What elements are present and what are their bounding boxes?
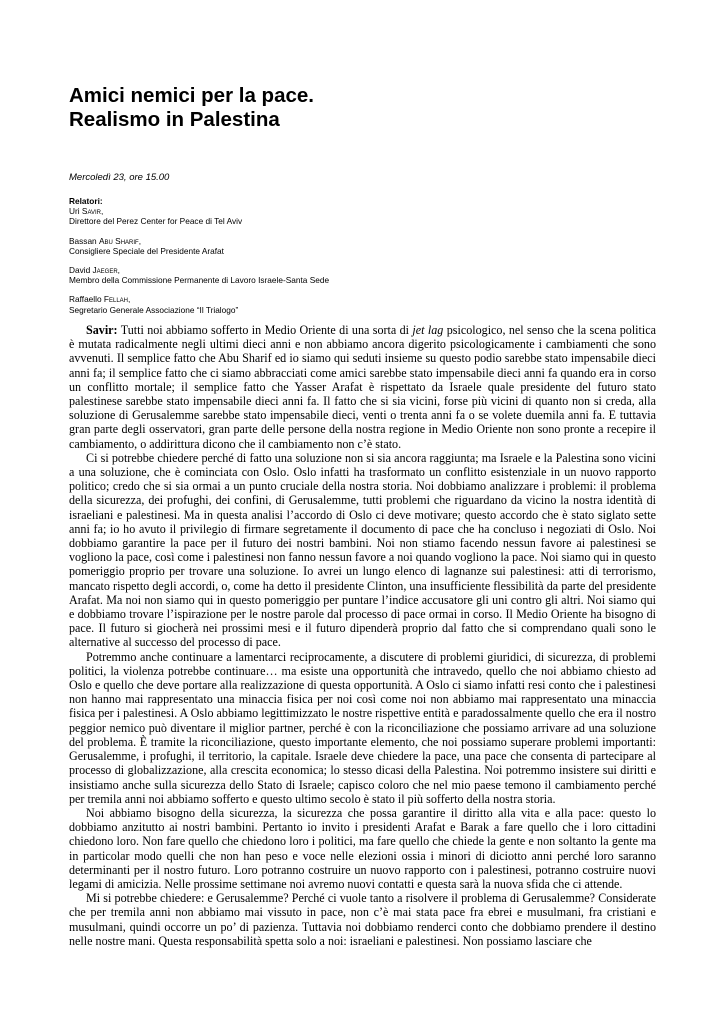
speaker-last-name: Jaeger, — [92, 265, 120, 276]
paragraph: Mi si potrebbe chiedere: e Gerusalemme? Perché ci vuole tanto a risolvere il problema di Gerusalemme? Considerate che per tremila anni non abbiamo mai vissuto in pace, non c’è mai stata pace fra ebrei e musulmani, fra cristiani e musulmani, quindi occorre un po’ di pazienza. Tuttavia noi dobbiamo renderci conto che dobbiamo prendere il destino nelle nostre mani. Questa responsabilità spetta solo a noi: israeliani e palestinesi. Non possiamo lasciare che — [69, 891, 656, 948]
speaker-name — [69, 236, 669, 246]
paragraph-text: Tutti noi abbiamo sofferto in Medio Oriente di una sorta di — [117, 323, 413, 337]
paragraph: Ci si potrebbe chiedere perché di fatto una soluzione non si sia ancora raggiunta; ma Israele e la Palestina sono vicini a una soluzione, che è cominciata con Oslo. Oslo infatti ha trasformato un conflitto esistenziale in un nuovo rapporto politico; credo che si sia ormai a un punto cruciale della nostra storia. Noi dobbiamo analizzare i problemi: il problema della sicurezza, dei profughi, dei confini, di Gerusalemme, tutti problemi che riguardano da vicino la nostra identità di israeliani e palestinesi. Ma in questa analisi l’accordo di Oslo ci deve motivare; questo accordo che è stato siglato sette anni fa; io ho avuto il privilegio di firmare segretamente il documento di pace che ha concluso i negoziati di Oslo. Noi dobbiamo garantire la pace per il futuro dei nostri bambini. Noi non stiamo facendo nessun favore ai palestinesi se vogliono la pace, così come i palestinesi non fanno nessun favore a noi quando vogliono la pace. Noi siamo qui in questo pomeriggio proprio per trovare una soluzione. Io avrei un lungo elenco di lagnanze sui palestinesi: atti di terrorismo, mancato rispetto degli accordi, o, come ha detto il presidente Clinton, una insufficiente flessibilità da parte del presidente Arafat. Ma noi non siamo qui in questo pomeriggio per puntare l’indice accusatore gli uni contro gli altri. Noi siamo qui e dobbiamo trovare l’ispirazione per le nostre parole dal processo di pace ormai in corso. Il Medio Oriente ha bisogno di pace. Il futuro si giocherà nei prossimi mesi e il futuro dipenderà proprio dal fatto che si comprendano quali sono le alternative al successo del processo di pace. — [69, 450, 656, 650]
speaker-role: Consigliere Speciale del Presidente Arafat — [69, 245, 224, 256]
speaker-name — [69, 294, 669, 304]
speaker-role: Membro della Commissione Permanente di Lavoro Israele-Santa Sede — [69, 275, 330, 286]
title-line-1: Amici nemici per la pace. — [69, 84, 314, 107]
speakers-label: Relatori: — [69, 196, 103, 206]
session-time: Mercoledì 23, ore 15.00 — [69, 172, 170, 183]
paragraph — [69, 323, 656, 451]
document-title — [69, 84, 669, 132]
speaker-first-name: Bassan — [69, 235, 97, 246]
speaker-role: Direttore del Perez Center for Peace di Tel Aviv — [69, 216, 243, 227]
speaker-last-name: Fellah, — [103, 294, 131, 305]
speaker-first-name: Uri — [69, 206, 80, 217]
speaker-entry — [69, 206, 669, 226]
speaker-label: Savir: — [86, 323, 118, 337]
paragraph: Potremmo anche continuare a lamentarci reciprocamente, a discutere di problemi giuridici, di sicurezza, di problemi politici, la violenza potrebbe continuare… ma esiste una opportunità che intravedo, quello che noi abbiamo chiesto ad Oslo e quello che deve portare alla realizzazione di questa opportunità. A Oslo ci siamo infatti resi conto che i palestinesi non hanno mai rappresentato una minaccia fisica per noi così come noi non abbiamo mai rappresentato una minaccia fisica per i palestinesi. A Oslo abbiamo legittimizzato le nostre rispettive entità e paradossalmente quello che era il nostro peggior nemico può diventare il miglior partner, perché è con la riconciliazione che possiamo arrivare ad una soluzione del problema. È tramite la riconciliazione, questo importante elemento, che noi possiamo superare problemi importanti: Gerusalemme, i profughi, il territorio, la capitale. Israele deve chiedere la pace, una pace che consenta di partecipare al processo di globalizzazione, alla crescita economica; lo stesso dicasi della Palestina. Noi potremmo insistere sui diritti e insistiamo anche sulla sicurezza dello Stato di Israele; capisco coloro che nel mio paese temono il cambiamento perché per tremila anni noi abbiamo sofferto e questo ultimo secolo è stato il più sofferto della nostra storia. — [69, 649, 656, 806]
paragraph: Noi abbiamo bisogno della sicurezza, la sicurezza che possa garantire il diritto alla vita e alla pace: questo lo dobbiamo anzitutto ai nostri bambini. Pertanto io invito i presidenti Arafat e Barak a fare quello che i loro cittadini chiedono loro. Non fare quello che chiedono loro i politici, ma fare quello che chiede la gente e non soltanto la gente ma in particolar modo quelli che non han peso e voce nelle elezioni ossia i minori di diciotto anni perché loro saranno determinanti per il nostro futuro. Loro potranno costruire un nuovo rapporto con i palestinesi, potranno costruire nuovi legami di amicizia. Nelle prossime settimane noi avremo nuovi contatti e questa sarà la nuova sfida che ci attende. — [69, 805, 656, 891]
speaker-first-name: David — [69, 265, 91, 276]
speaker-last-name: Savir, — [81, 206, 104, 217]
italic-term: jet lag — [412, 323, 444, 337]
speaker-entry — [69, 265, 669, 285]
speaker-name — [69, 206, 669, 216]
speaker-first-name: Raffaello — [69, 294, 102, 305]
paragraph-text: psicologico, nel senso che la scena politica è mutata radicalmente negli ultimi dieci anni e non abbiamo ancora digerito psicologicamente i cambiamenti che sono avvenuti. Il semplice fatto che Abu Sharif ed io siamo qui seduti insieme su questo podio sarebbe stato impensabile dieci anni fa; il semplice fatto che ci siamo abbracciati come amici sarebbe stato impensabile dieci anni fa quando era in corso un conflitto mortale; il semplice fatto che Yasser Arafat è rispettato da Israele quale presidente del futuro stato palestinese sarebbe stato impensabile dieci anni fa. Il fatto che si sia vicini, forse più vicini di quanto non si creda, alla soluzione di Gerusalemme sarebbe stato impensabile dieci, venti o trenta anni fa o se volete duemila anni fa. E tuttavia gran parte degli osservatori, gran parte delle persone della nostra regione in Medio Oriente non sono pronte a recepire il cambiamento, o addirittura dicono che il cambiamento non c’è stato. — [69, 323, 657, 451]
speakers-list — [69, 196, 669, 324]
speaker-role: Segretario Generale Associazione “Il Trialogo” — [69, 304, 239, 315]
speaker-entry — [69, 294, 669, 314]
speaker-entry — [69, 236, 669, 256]
body-text — [69, 323, 656, 948]
title-line-2: Realismo in Palestina — [69, 108, 280, 131]
speaker-last-name: Abu Sharif, — [99, 235, 142, 246]
speaker-name — [69, 265, 669, 275]
